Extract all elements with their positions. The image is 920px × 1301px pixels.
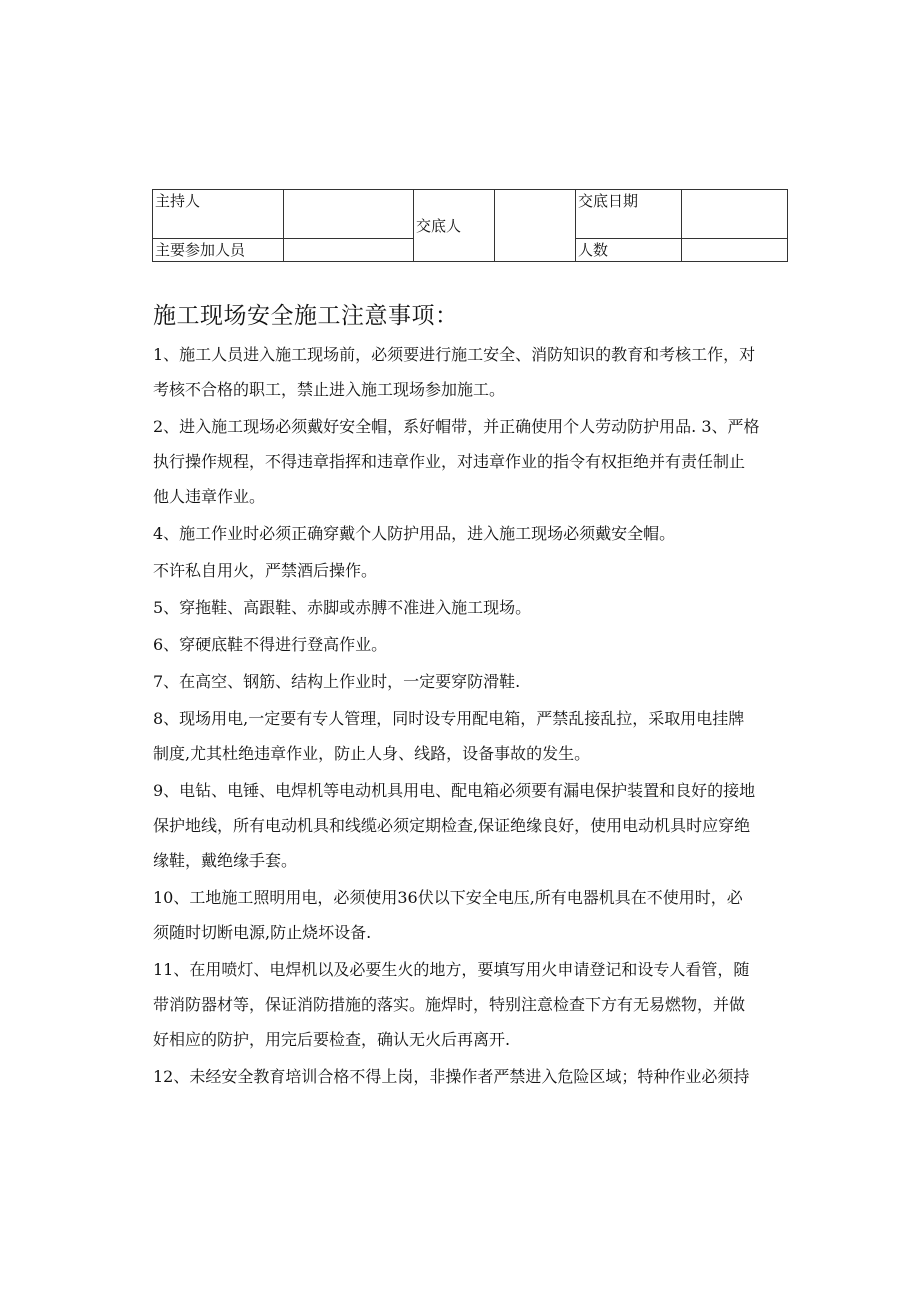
list-item: 8、现场用电,一定要有专人管理，同时设专用配电箱，严禁乱接乱拉，采取用电挂牌 制度,尤其杜绝违章作业，防止人身、线路，设备事故的发生。	[153, 709, 745, 763]
count-value-cell[interactable]	[682, 239, 788, 262]
list-item: 12、未经安全教育培训合格不得上岗，非操作者严禁进入危险区域；特种作业必须持	[153, 1067, 750, 1086]
header-info-table	[152, 189, 788, 262]
presenter-value-cell[interactable]	[495, 190, 576, 262]
list-item: 9、电钻、电锤、电焊机等电动机具用电、配电箱必须要有漏电保护装置和良好的接地 保护地线，所有电动机具和线缆必须定期检查,保证绝缘良好，使用电动机具时应穿绝 缘鞋，戴绝缘手套。	[153, 781, 756, 870]
list-item: 10、工地施工照明用电，必须使用36伏以下安全电压,所有电器机具在不使用时，必 须随时切断电源,防止烧坏设备.	[153, 888, 743, 942]
safety-items-list	[153, 337, 793, 1096]
list-item: 11、在用喷灯、电焊机以及必要生火的地方，要填写用火申请登记和设专人看管，随 带消防器材等，保证消防措施的落实。施焊时，特别注意检查下方有无易燃物，并做 好相应的防护，用完后要检查，确认无火后再离开.	[153, 960, 750, 1049]
date-label: 交底日期	[576, 190, 682, 239]
list-item: 1、施工人员进入施工现场前，必须要进行施工安全、消防知识的教育和考核工作，对 考核不合格的职工，禁止进入施工现场参加施工。	[153, 345, 756, 399]
host-value-cell[interactable]	[284, 190, 414, 239]
count-label: 人数	[576, 239, 682, 262]
list-item: 6、穿硬底鞋不得进行登高作业。	[153, 635, 388, 654]
participants-value-cell[interactable]	[284, 239, 414, 262]
presenter-label: 交底人	[414, 190, 495, 262]
date-value-cell[interactable]	[682, 190, 788, 239]
participants-label: 主要参加人员	[153, 239, 284, 262]
list-item: 7、在高空、钢筋、结构上作业时，一定要穿防滑鞋.	[153, 672, 521, 691]
list-item: 不许私自用火，严禁酒后操作。	[153, 561, 378, 580]
list-item: 5、穿拖鞋、高跟鞋、赤脚或赤膊不准进入施工现场。	[153, 598, 532, 617]
list-item: 2、进入施工现场必须戴好安全帽，系好帽带，并正确使用个人劳动防护用品. 3、严格 执行操作规程，不得违章指挥和违章作业，对违章作业的指令有权拒绝并有责任制止 他人违章作业。	[153, 417, 760, 506]
list-item: 4、施工作业时必须正确穿戴个人防护用品，进入施工现场必须戴安全帽。	[153, 524, 676, 543]
host-label: 主持人	[153, 190, 284, 239]
section-title: 施工现场安全施工注意事项：	[153, 303, 459, 329]
